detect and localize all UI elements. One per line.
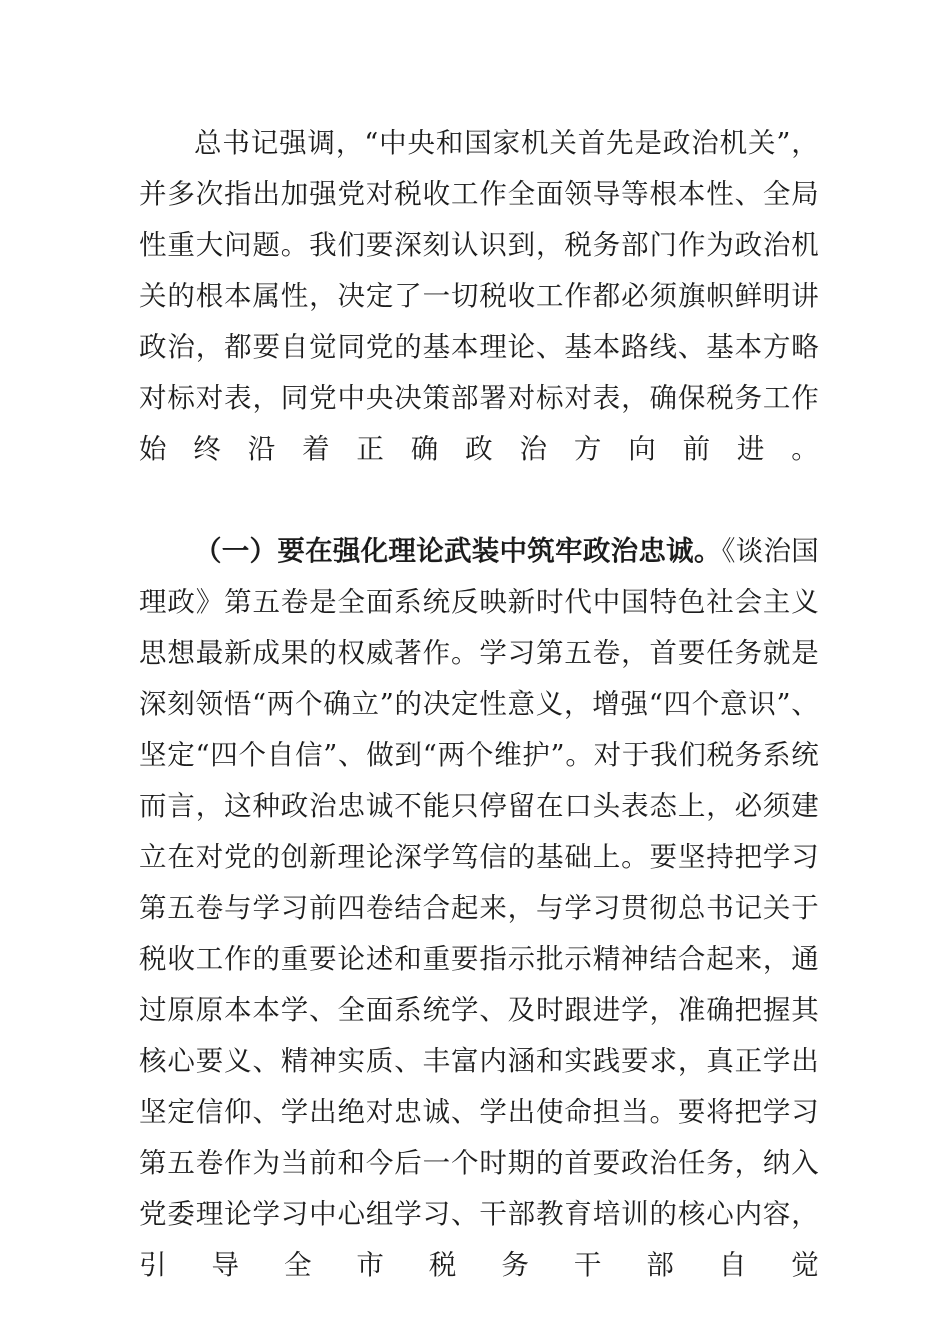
paragraph-1 (139, 118, 819, 526)
section-heading-one: （一）要在强化理论武装中筑牢政治忠诚。 (194, 535, 722, 567)
document-text-body (139, 118, 819, 1342)
paragraph-2-text: 《谈治国理政》第五卷是全面系统反映新时代中国特色社会主义思想最新成果的权威著作。学习第五卷，首要任务就是深刻领悟“两个确立”的决定性意义，增强“四个意识”、坚定“四个自信”、做到“两个维护”。对于我们税务系统而言，这种政治忠诚不能只停留在口头表态上，必须建立在对党的创新理论深学笃信的基础上。要坚持把学习第五卷与学习前四卷结合起来，与学习贯彻总书记关于税收工作的重要论述和重要指示批示精神结合起来，通过原原本本学、全面系统学、及时跟进学，准确把握其核心要义、精神实质、丰富内涵和实践要求，真正学出坚定信仰、学出绝对忠诚、学出使命担当。要将把学习第五卷作为当前和今后一个时期的首要政治任务，纳入党委理论学习中心组学习、干部教育培训的核心内容，引导全市税务干部自觉 (139, 535, 819, 1281)
paragraph-2 (139, 526, 819, 1342)
paragraph-1-text: 总书记强调，“中央和国家机关首先是政治机关”，并多次指出加强党对税收工作全面领导等根本性、全局性重大问题。我们要深刻认识到，税务部门作为政治机关的根本属性，决定了一切税收工作都必须旗帜鲜明讲政治，都要自觉同党的基本理论、基本路线、基本方略对标对表，同党中央决策部署对标对表，确保税务工作始终沿着正确政治方向前进。 (139, 127, 819, 465)
